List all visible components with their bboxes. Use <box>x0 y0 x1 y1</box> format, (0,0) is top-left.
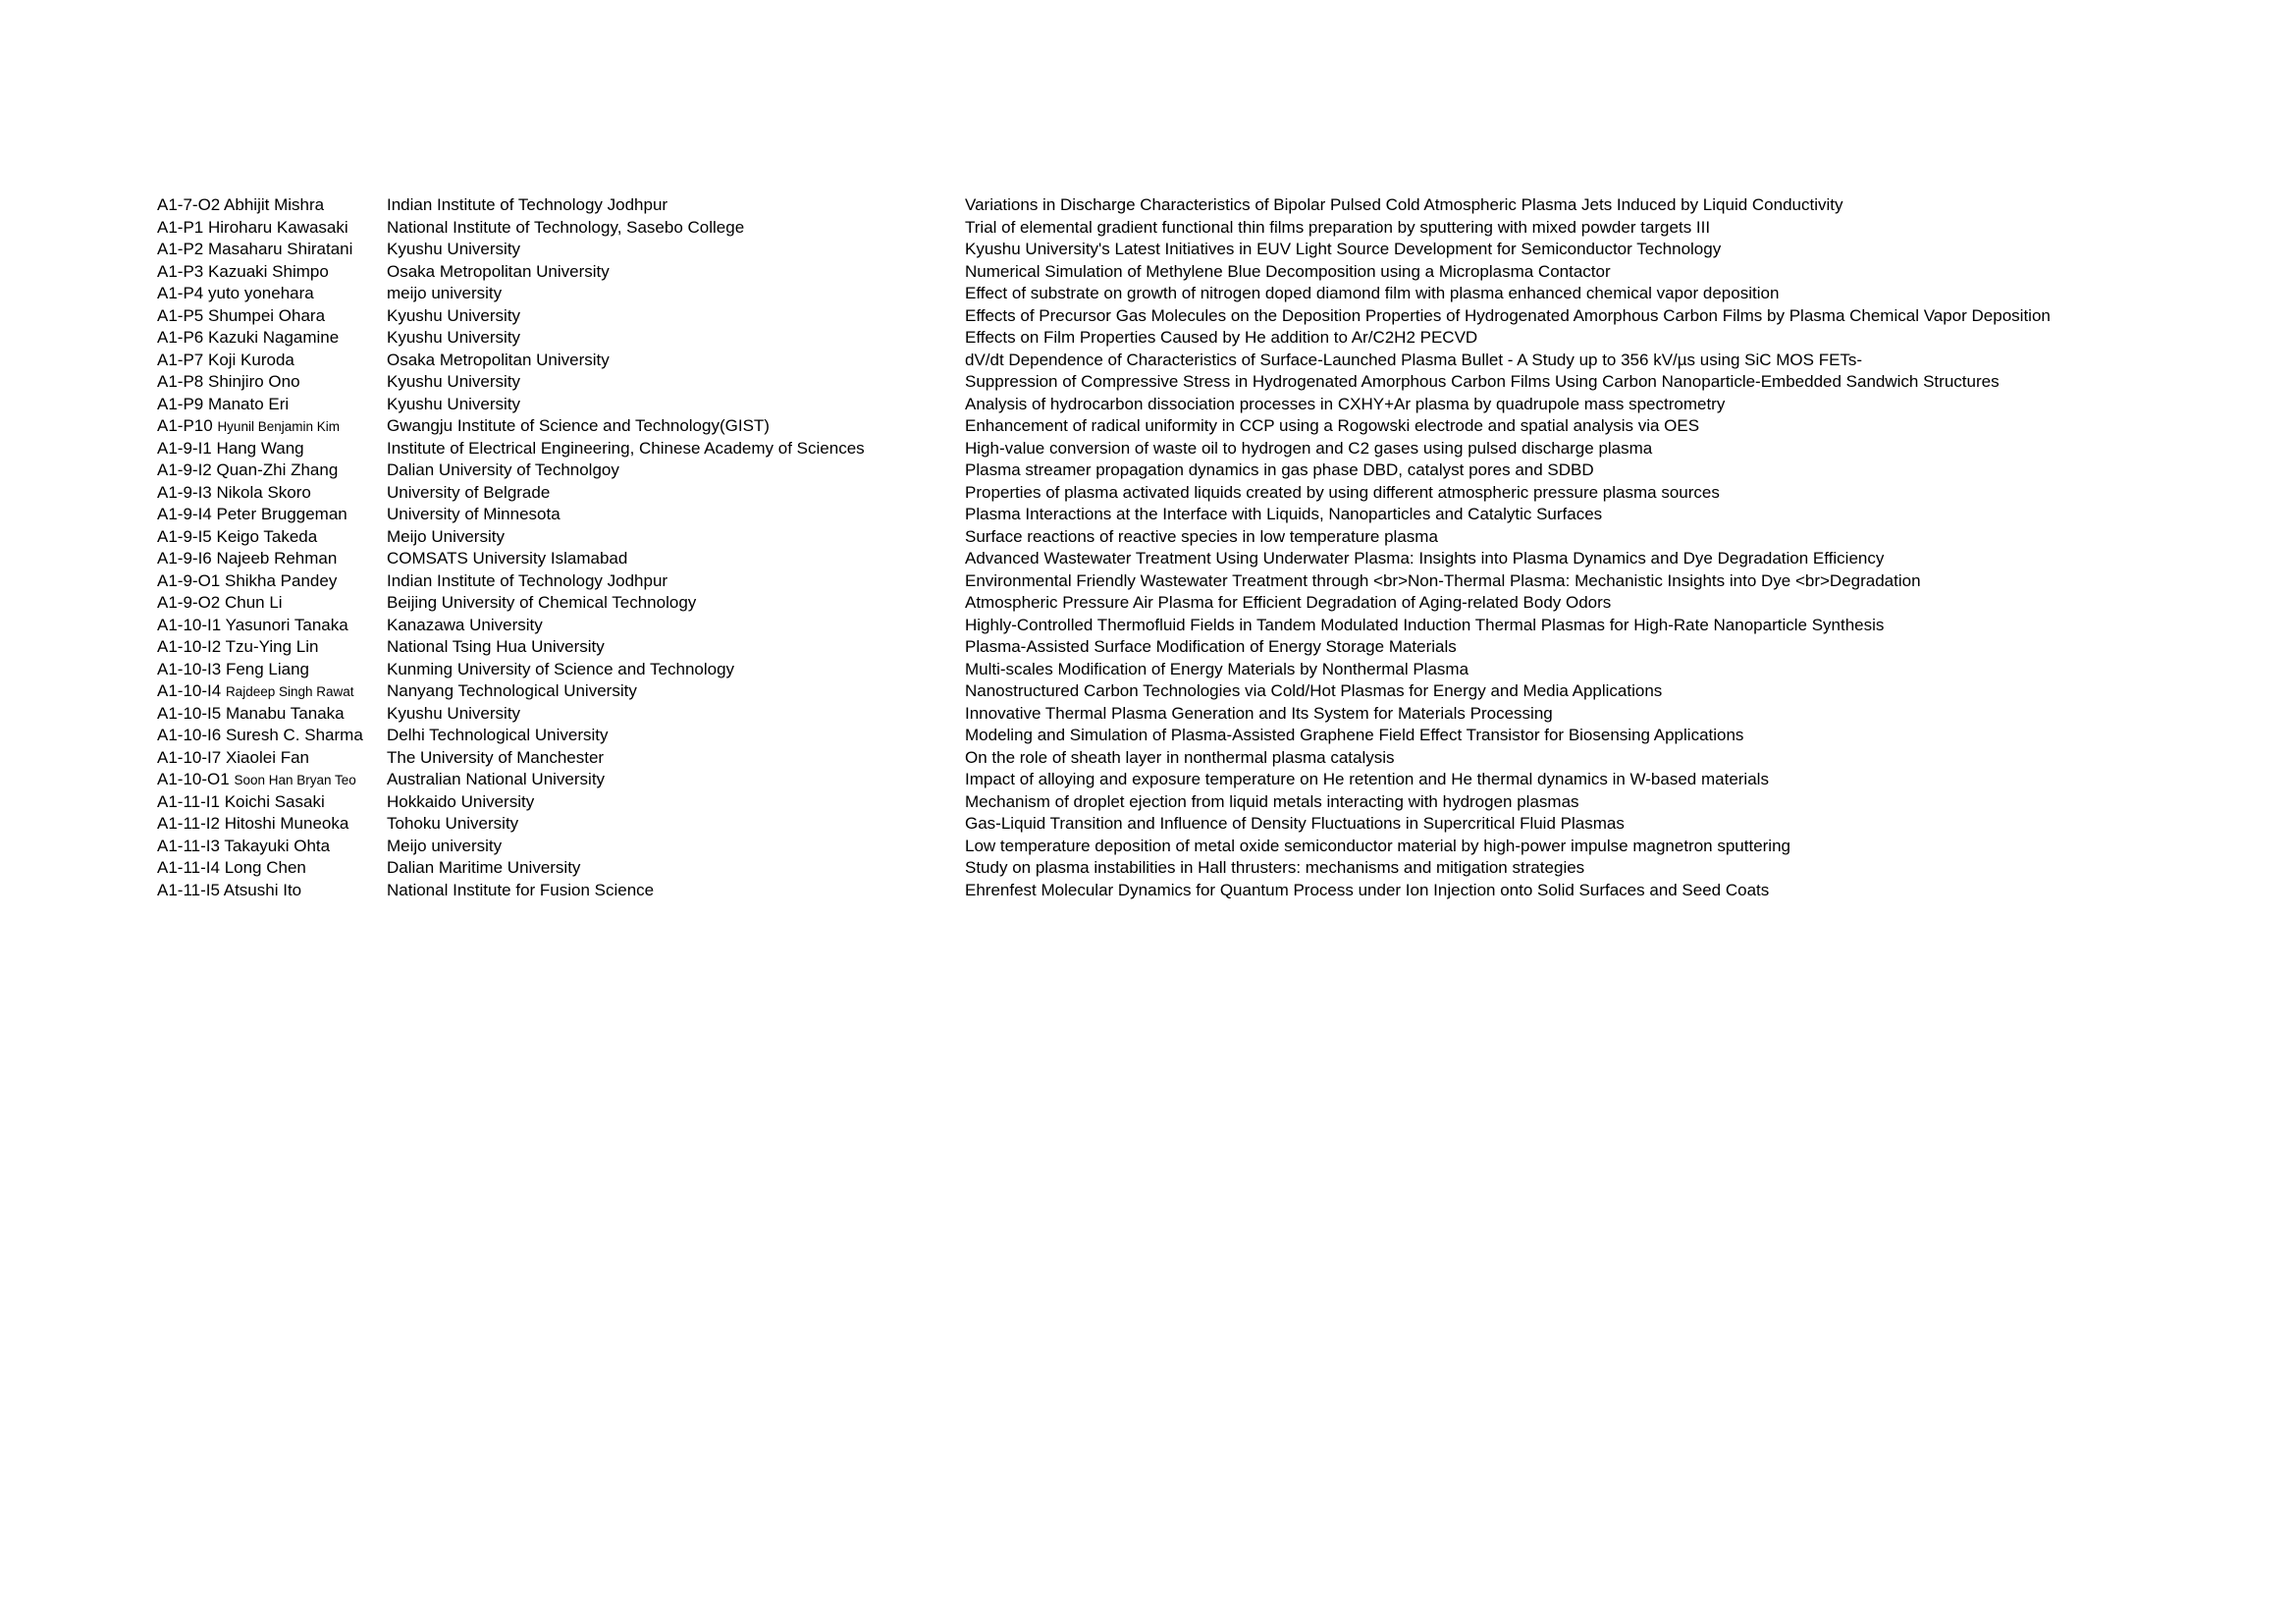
speaker-cell <box>157 394 387 416</box>
table-row <box>157 305 2277 328</box>
presentation-title-cell: Variations in Discharge Characteristics of Bipolar Pulsed Cold Atmospheric Plasma Jets Induced by Liquid Conductivity <box>965 195 1843 214</box>
speaker-cell <box>157 636 387 659</box>
table-row <box>157 703 2277 726</box>
speaker-cell <box>157 592 387 615</box>
speaker-cell <box>157 570 387 593</box>
speaker-name: Peter Bruggeman <box>216 505 347 523</box>
presentation-title-cell: Effects on Film Properties Caused by He addition to Ar/C2H2 PECVD <box>965 328 1478 347</box>
session-code: A1-10-I1 <box>157 615 222 634</box>
presentation-title-cell: Impact of alloying and exposure temperature on He retention and He thermal dynamics in W-based materials <box>965 770 1769 788</box>
speaker-cell <box>157 615 387 637</box>
speaker-name: Suresh C. Sharma <box>225 726 363 744</box>
speaker-cell <box>157 769 387 792</box>
speaker-cell <box>157 880 387 902</box>
speaker-cell <box>157 283 387 305</box>
session-code: A1-P1 <box>157 217 204 237</box>
presentation-title-cell: Low temperature deposition of metal oxide semiconductor material by high-power impulse magnetron sputtering <box>965 836 1790 855</box>
speaker-name: yuto yonehara <box>207 284 314 302</box>
table-row <box>157 615 2277 637</box>
speaker-cell <box>157 350 387 372</box>
table-row <box>157 283 2277 305</box>
affiliation-cell: Kyushu University <box>387 328 521 347</box>
speaker-cell <box>157 460 387 482</box>
affiliation-cell: Meijo university <box>387 836 503 855</box>
presentation-title-cell: High-value conversion of waste oil to hydrogen and C2 gases using pulsed discharge plasma <box>965 438 1653 458</box>
affiliation-cell: COMSATS University Islamabad <box>387 549 628 568</box>
table-row <box>157 769 2277 791</box>
table-row <box>157 592 2277 615</box>
table-row <box>157 548 2277 570</box>
presentation-title-cell: Mechanism of droplet ejection from liquid metals interacting with hydrogen plasmas <box>965 791 1579 811</box>
speaker-cell <box>157 504 387 526</box>
table-row <box>157 636 2277 659</box>
presentation-title-cell: Analysis of hydrocarbon dissociation processes in CXHY+Ar plasma by quadrupole mass spectrometry <box>965 394 1726 413</box>
table-row <box>157 504 2277 526</box>
speaker-name: Tzu-Ying Lin <box>225 637 319 656</box>
session-code: A1-11-I2 <box>157 814 220 833</box>
presentation-title-cell: On the role of sheath layer in nonthermal plasma catalysis <box>965 747 1395 767</box>
speaker-cell <box>157 659 387 681</box>
presentation-title-cell: Atmospheric Pressure Air Plasma for Efficient Degradation of Aging-related Body Odors <box>965 593 1612 612</box>
presentation-title-cell: Plasma Interactions at the Interface with Liquids, Nanoparticles and Catalytic Surfaces <box>965 505 1603 523</box>
table-row <box>157 880 2277 902</box>
presentation-title-cell: Enhancement of radical uniformity in CCP using a Rogowski electrode and spatial analysis via OES <box>965 416 1700 435</box>
presentation-title-cell: Multi-scales Modification of Energy Materials by Nonthermal Plasma <box>965 659 1469 678</box>
speaker-name: Koji Kuroda <box>207 350 294 369</box>
speaker-cell <box>157 482 387 505</box>
presentation-title-cell: Highly-Controlled Thermofluid Fields in Tandem Modulated Induction Thermal Plasmas for High-Rate Nanoparticle Synthesis <box>965 615 1885 634</box>
speaker-name: Kazuki Nagamine <box>207 328 340 347</box>
table-row <box>157 570 2277 593</box>
session-code: A1-P5 <box>157 305 204 325</box>
table-row <box>157 460 2277 482</box>
affiliation-cell: Kyushu University <box>387 703 521 723</box>
affiliation-cell: National Institute of Technology, Sasebo College <box>387 217 745 237</box>
table-row <box>157 261 2277 284</box>
session-code: A1-9-O2 <box>157 593 221 612</box>
affiliation-cell: Kanazawa University <box>387 615 543 634</box>
presentation-title-cell: Modeling and Simulation of Plasma-Assisted Graphene Field Effect Transistor for Biosensing Applications <box>965 726 1744 744</box>
table-row <box>157 350 2277 372</box>
presentation-title-cell: Effects of Precursor Gas Molecules on the Deposition Properties of Hydrogenated Amorphous Carbon Films by Plasma Chemical Vapor Deposition <box>965 305 2051 325</box>
presentation-title-cell: Advanced Wastewater Treatment Using Underwater Plasma: Insights into Plasma Dynamics and Dye Degradation Efficiency <box>965 549 1885 568</box>
session-code: A1-10-I2 <box>157 637 222 656</box>
speaker-name: Najeeb Rehman <box>216 549 338 568</box>
speaker-cell <box>157 703 387 726</box>
speaker-name: Kazuaki Shimpo <box>207 261 329 281</box>
presentation-title-cell: Kyushu University's Latest Initiatives in EUV Light Source Development for Semiconductor Technology <box>965 240 1722 258</box>
table-row <box>157 438 2277 460</box>
speaker-name: Xiaolei Fan <box>225 747 309 767</box>
table-row <box>157 371 2277 394</box>
speaker-name: Shumpei Ohara <box>207 305 326 325</box>
presentation-title-cell: Properties of plasma activated liquids created by using different atmospheric pressure plasma sources <box>965 482 1720 502</box>
affiliation-cell: Osaka Metropolitan University <box>387 350 610 369</box>
speaker-cell <box>157 791 387 814</box>
speaker-name: Manabu Tanaka <box>225 703 345 723</box>
speaker-name: Shikha Pandey <box>224 570 338 590</box>
session-code: A1-10-I3 <box>157 659 222 678</box>
affiliation-cell: Delhi Technological University <box>387 726 609 744</box>
speaker-name: Long Chen <box>224 858 306 877</box>
affiliation-cell: The University of Manchester <box>387 747 605 767</box>
affiliation-cell: Australian National University <box>387 770 606 788</box>
speaker-cell <box>157 239 387 261</box>
speaker-cell <box>157 415 387 439</box>
table-row <box>157 394 2277 416</box>
table-row <box>157 239 2277 261</box>
affiliation-cell: Kyushu University <box>387 305 521 325</box>
speaker-name: Hyunil Benjamin Kim <box>217 419 340 434</box>
affiliation-cell: meijo university <box>387 284 503 302</box>
session-code: A1-11-I1 <box>157 791 220 811</box>
session-code: A1-P4 <box>157 284 204 302</box>
speaker-name: Hitoshi Muneoka <box>224 814 349 833</box>
affiliation-cell: Gwangju Institute of Science and Technology(GIST) <box>387 416 770 435</box>
session-code: A1-9-I5 <box>157 526 212 546</box>
session-code: A1-10-I7 <box>157 747 222 767</box>
table-row <box>157 659 2277 681</box>
session-code: A1-11-I5 <box>157 880 220 899</box>
presentation-title-cell: Effect of substrate on growth of nitrogen doped diamond film with plasma enhanced chemical vapor deposition <box>965 284 1780 302</box>
session-code: A1-P2 <box>157 240 204 258</box>
speaker-name: Chun Li <box>224 593 283 612</box>
affiliation-cell: University of Minnesota <box>387 505 561 523</box>
table-row <box>157 747 2277 770</box>
affiliation-cell: Kyushu University <box>387 394 521 413</box>
speaker-cell <box>157 194 387 217</box>
presentation-title-cell: Gas-Liquid Transition and Influence of Density Fluctuations in Supercritical Fluid Plasmas <box>965 814 1625 833</box>
speaker-cell <box>157 836 387 858</box>
speaker-name: Hang Wang <box>216 438 304 458</box>
table-row <box>157 791 2277 814</box>
affiliation-cell: National Institute for Fusion Science <box>387 880 655 899</box>
speaker-name: Abhijit Mishra <box>224 195 325 214</box>
session-code: A1-P9 <box>157 394 204 413</box>
affiliation-cell: Hokkaido University <box>387 791 535 811</box>
affiliation-cell: University of Belgrade <box>387 482 551 502</box>
affiliation-cell: Institute of Electrical Engineering, Chinese Academy of Sciences <box>387 438 865 458</box>
session-code: A1-10-I6 <box>157 726 222 744</box>
table-row <box>157 680 2277 703</box>
speaker-cell <box>157 548 387 570</box>
session-code: A1-P3 <box>157 261 204 281</box>
session-code: A1-P8 <box>157 372 204 391</box>
presentation-title-cell: Surface reactions of reactive species in low temperature plasma <box>965 526 1438 546</box>
presentation-title-cell: Trial of elemental gradient functional thin films preparation by sputtering with mixed powder targets III <box>965 217 1711 237</box>
speaker-name: Nikola Skoro <box>216 482 311 502</box>
speaker-name: Keigo Takeda <box>216 526 318 546</box>
session-code: A1-P10 <box>157 416 213 435</box>
affiliation-cell: Tohoku University <box>387 814 519 833</box>
affiliation-cell: Kyushu University <box>387 372 521 391</box>
session-code: A1-9-I4 <box>157 505 212 523</box>
session-code: A1-P6 <box>157 328 204 347</box>
affiliation-cell: Indian Institute of Technology Jodhpur <box>387 195 668 214</box>
affiliation-cell: Indian Institute of Technology Jodhpur <box>387 570 668 590</box>
speaker-cell <box>157 305 387 328</box>
affiliation-cell: National Tsing Hua University <box>387 637 605 656</box>
table-row <box>157 526 2277 549</box>
table-row <box>157 857 2277 880</box>
table-row <box>157 725 2277 747</box>
speaker-cell <box>157 747 387 770</box>
presentation-title-cell: Environmental Friendly Wastewater Treatment through <br>Non-Thermal Plasma: Mechanistic Insights into Dye <br>Degradation <box>965 570 1921 590</box>
session-code: A1-11-I3 <box>157 836 220 855</box>
speaker-cell <box>157 813 387 836</box>
session-code: A1-P7 <box>157 350 204 369</box>
affiliation-cell: Kunming University of Science and Technology <box>387 659 735 678</box>
table-row <box>157 415 2277 438</box>
presentation-title-cell: Study on plasma instabilities in Hall thrusters: mechanisms and mitigation strategies <box>965 858 1585 877</box>
speaker-name: Hiroharu Kawasaki <box>207 217 348 237</box>
session-code: A1-9-I2 <box>157 460 212 479</box>
affiliation-cell: Beijing University of Chemical Technology <box>387 593 697 612</box>
affiliation-cell: Dalian University of Technolgoy <box>387 460 619 479</box>
table-row <box>157 836 2277 858</box>
session-code: A1-7-O2 <box>157 195 221 214</box>
speaker-name: Soon Han Bryan Teo <box>234 773 356 787</box>
speaker-name: Manato Eri <box>207 394 290 413</box>
presentation-title-cell: Plasma streamer propagation dynamics in gas phase DBD, catalyst pores and SDBD <box>965 460 1594 479</box>
session-code: A1-9-I6 <box>157 549 212 568</box>
affiliation-cell: Osaka Metropolitan University <box>387 261 610 281</box>
speaker-name: Atsushi Ito <box>223 880 302 899</box>
speaker-cell <box>157 327 387 350</box>
speaker-name: Quan-Zhi Zhang <box>216 460 339 479</box>
speaker-cell <box>157 371 387 394</box>
session-code: A1-9-O1 <box>157 570 221 590</box>
table-row <box>157 813 2277 836</box>
session-code: A1-11-I4 <box>157 858 220 877</box>
program-table <box>157 194 2277 901</box>
table-row <box>157 217 2277 240</box>
speaker-name: Takayuki Ohta <box>224 836 331 855</box>
session-code: A1-9-I1 <box>157 438 212 458</box>
session-code: A1-10-O1 <box>157 770 230 788</box>
speaker-cell <box>157 261 387 284</box>
presentation-title-cell: dV/dt Dependence of Characteristics of Surface-Launched Plasma Bullet - A Study up to 356 kV/µs using SiC MOS FETs- <box>965 350 1863 369</box>
session-code: A1-10-I4 <box>157 681 222 700</box>
speaker-name: Masaharu Shiratani <box>207 240 353 258</box>
presentation-title-cell: Numerical Simulation of Methylene Blue Decomposition using a Microplasma Contactor <box>965 261 1611 281</box>
speaker-name: Yasunori Tanaka <box>225 615 348 634</box>
presentation-title-cell: Innovative Thermal Plasma Generation and Its System for Materials Processing <box>965 703 1553 723</box>
affiliation-cell: Nanyang Technological University <box>387 681 637 700</box>
table-row <box>157 482 2277 505</box>
affiliation-cell: Kyushu University <box>387 240 521 258</box>
affiliation-cell: Meijo University <box>387 526 505 546</box>
presentation-title-cell: Nanostructured Carbon Technologies via Cold/Hot Plasmas for Energy and Media Applications <box>965 681 1663 700</box>
session-code: A1-10-I5 <box>157 703 222 723</box>
presentation-title-cell: Ehrenfest Molecular Dynamics for Quantum Process under Ion Injection onto Solid Surfaces and Seed Coats <box>965 880 1770 899</box>
speaker-cell <box>157 680 387 704</box>
speaker-cell <box>157 217 387 240</box>
speaker-name: Shinjiro Ono <box>207 372 300 391</box>
speaker-name: Koichi Sasaki <box>224 791 325 811</box>
presentation-title-cell: Suppression of Compressive Stress in Hydrogenated Amorphous Carbon Films Using Carbon Nanoparticle-Embedded Sandwich Structures <box>965 372 2000 391</box>
speaker-name: Feng Liang <box>225 659 310 678</box>
speaker-cell <box>157 725 387 747</box>
affiliation-cell: Dalian Maritime University <box>387 858 581 877</box>
speaker-cell <box>157 438 387 460</box>
speaker-name: Rajdeep Singh Rawat <box>225 684 354 699</box>
table-row <box>157 194 2277 217</box>
speaker-cell <box>157 526 387 549</box>
speaker-cell <box>157 857 387 880</box>
presentation-title-cell: Plasma-Assisted Surface Modification of Energy Storage Materials <box>965 637 1457 656</box>
session-code: A1-9-I3 <box>157 482 212 502</box>
table-row <box>157 327 2277 350</box>
